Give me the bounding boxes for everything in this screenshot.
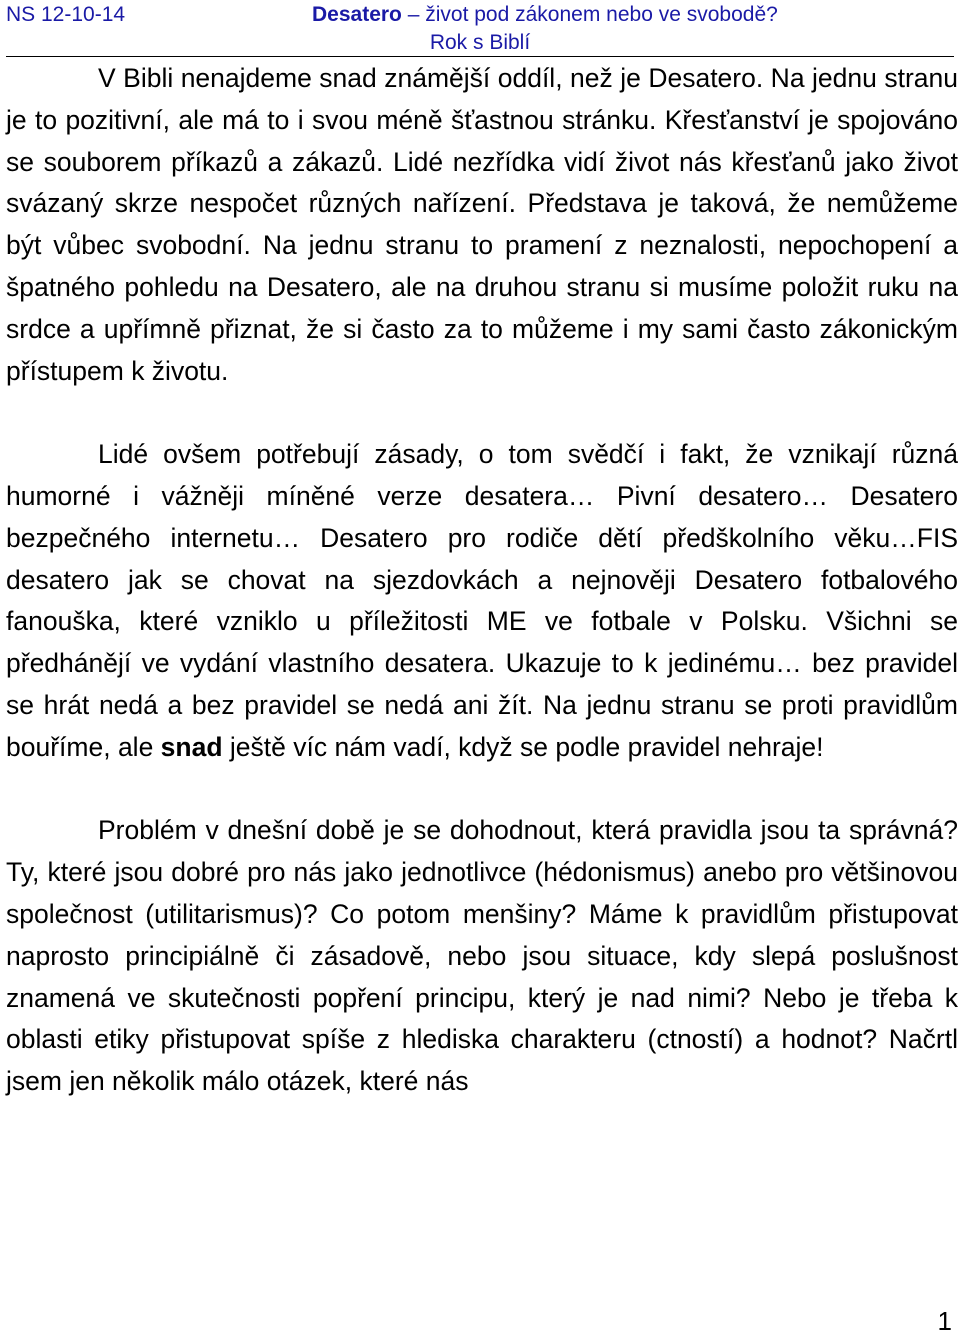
- paragraph-3: Problém v dnešní době je se dohodnout, která pravidla jsou ta správná? Ty, které jsou dobré pro nás jako jednotlivce (hédonismus) anebo pro většinovou společnost (utilitarismus)? Co potom menšiny? Máme k pravidlům přistupovat naprosto principiálně či zásadově, nebo jsou situace, kdy slepá poslušnost znamená ve skutečnosti popření principu, který je nad nimi? Nebo je třeba k oblasti etiky přistupovat spíše z hlediska charakteru (ctností) a hodnot? Načrtl jsem jen několik málo otázek, které nás: [6, 815, 958, 1097]
- page-number: 1: [937, 1306, 952, 1336]
- paragraph-2: [6, 434, 958, 768]
- title-rest: – život pod zákonem nebo ve svobodě?: [401, 3, 778, 26]
- paragraph-2-bold: snad: [160, 731, 223, 762]
- paragraph-1: V Bibli nenajdeme snad známější oddíl, než je Desatero. Na jednu stranu je to pozitivní, ale má to i svou méně šťastnou stránku. Křesťanství je spojováno se souborem příkazů a zákazů. Lidé nezřídka vidí život nás křesťanů jako život svázaný skrze nespočet různých nařízení. Představa je taková, že nemůžeme být vůbec svobodní. Na jednu stranu to pramení z neznalosti, nepochopení a špatného pohledu na Desatero, ale na druhou stranu si musíme položit ruku na srdce a upřímně přiznat, že si často za to můžeme i my sami často zákonickým přístupem k životu.: [6, 63, 958, 386]
- page-header: [6, 0, 954, 57]
- title-bold: Desatero: [312, 3, 402, 26]
- paragraph-2-end: ještě víc nám vadí, když se podle pravidel nehraje!: [222, 731, 824, 762]
- document-id: NS 12-10-14: [6, 3, 126, 26]
- document-title: [312, 2, 778, 28]
- document-subtitle: Rok s Biblí: [429, 31, 531, 54]
- body-text: [6, 58, 958, 1103]
- paragraph-2-start: Lidé ovšem potřebují zásady, o tom svědčí i fakt, že vznikají různá humorné i vážněji míněné verze desatera… Pivní desatero… Desatero bezpečného internetu… Desatero pro rodiče dětí předškolního věku…FIS desatero jak se chovat na sjezdovkách a nejnověji Desatero fotbalového fanouška, které vzniklo u příležitosti ME ve fotbale v Polsku. Všichni se předhánějí ve vydání vlastního desatera. Ukazuje to k jedinému… bez pravidel se hrát nedá a bez pravidel se nedá ani žít. Na jednu stranu se proti pravidlům bouříme, ale: [6, 439, 958, 762]
